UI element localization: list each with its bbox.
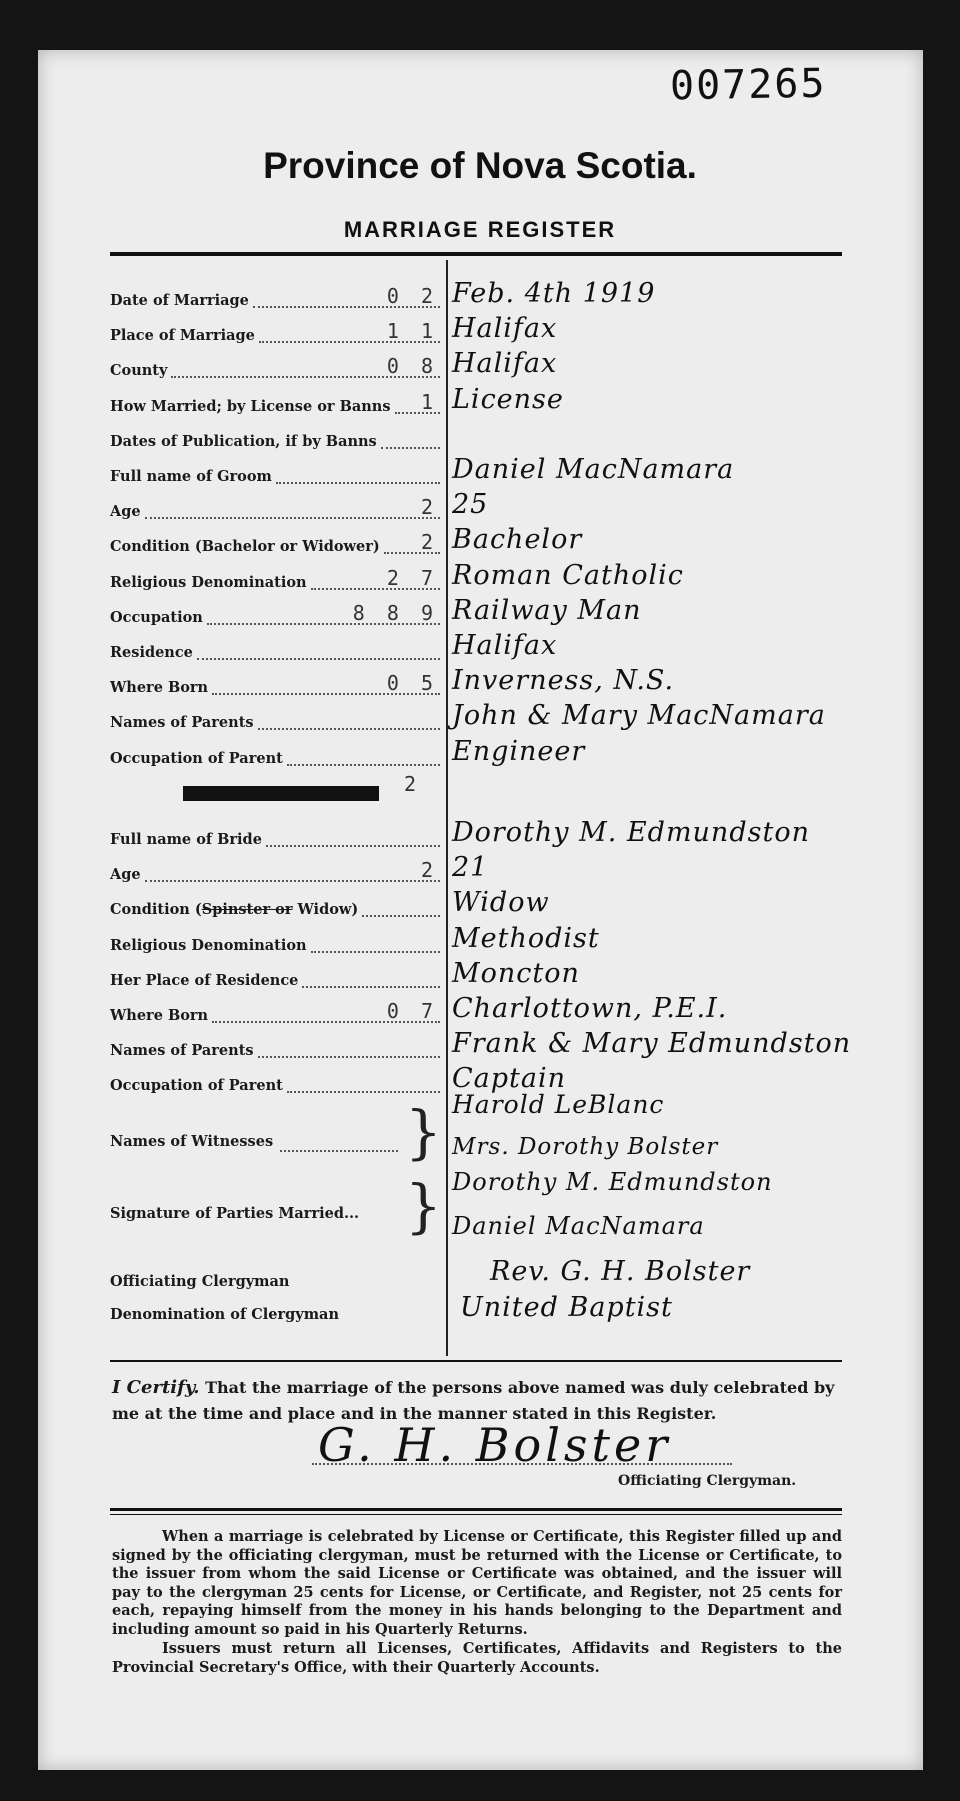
- bride-row-label-4: Her Place of Residence: [110, 971, 299, 989]
- groom-row-dots-12: [258, 728, 440, 730]
- groom-row-code-1: 1 1: [386, 319, 438, 344]
- bride-row-value-1: 21: [452, 852, 489, 884]
- groom-row-value-6: 25: [452, 489, 489, 521]
- bride-row-value-6: Frank & Mary Edmundston: [452, 1028, 852, 1060]
- bride-row-dots-3: [311, 951, 440, 953]
- groom-row-dots-10: [197, 658, 440, 660]
- bride-row-dots-2: [362, 915, 440, 917]
- witnesses-dots: [280, 1150, 398, 1152]
- bride-row-label-7: Occupation of Parent: [110, 1077, 283, 1095]
- groom-row-code-3: 1: [420, 389, 438, 414]
- groom-row-dots-5: [276, 482, 440, 484]
- groom-row-value-11: Inverness, N.S.: [452, 665, 675, 697]
- groom-row-label-5: Full name of Groom: [110, 468, 272, 485]
- bride-row-code-5: 0 7: [386, 999, 438, 1023]
- groom-row-dots-4: [381, 447, 440, 449]
- bride-row-dots-4: [302, 986, 440, 988]
- witness-2: Mrs. Dorothy Bolster: [452, 1134, 719, 1160]
- groom-row-label-4: Dates of Publication, if by Banns: [110, 432, 377, 450]
- denomination-clergyman-label: Denomination of Clergyman: [110, 1306, 339, 1323]
- groom-row-label-7: Condition (Bachelor or Widower): [110, 538, 380, 556]
- bride-row-label-5: Where Born: [110, 1007, 209, 1024]
- groom-row-dots-13: [287, 764, 440, 766]
- groom-row-code-7: 2: [420, 530, 438, 555]
- officiating-clergyman-label: Officiating Clergyman: [110, 1273, 290, 1290]
- header-rule: [110, 252, 842, 256]
- parties-brace: }: [405, 1172, 442, 1240]
- groom-row-code-0: 0 2: [386, 284, 438, 308]
- witness-1: Harold LeBlanc: [452, 1090, 665, 1119]
- bride-row-dots-6: [258, 1056, 440, 1058]
- bride-row-dots-1: [145, 880, 440, 882]
- groom-row-code-6: 2: [420, 495, 438, 520]
- groom-row-label-12: Names of Parents: [110, 714, 254, 732]
- groom-row-value-0: Feb. 4th 1919: [452, 278, 656, 309]
- notice-rule-second: [110, 1514, 842, 1515]
- certify-body: That the marriage of the persons above named was duly celebrated by me at the time and place and in the manner stated in this Register.: [112, 1378, 835, 1423]
- signature-caption: Officiating Clergyman.: [618, 1473, 797, 1489]
- bride-row-value-4: Moncton: [452, 957, 580, 989]
- bride-row-value-5: Charlottown, P.E.I.: [452, 993, 728, 1024]
- bride-row-label-pre-2: Condition (: [110, 901, 202, 919]
- bride-row-value-2: Widow: [452, 887, 550, 919]
- parties-label: Signature of Parties Married...: [110, 1205, 360, 1222]
- bride-row-label-post-2: Widow): [292, 901, 359, 919]
- groom-row-label-1: Place of Marriage: [110, 327, 255, 345]
- bride-row-label-3: Religious Denomination: [110, 936, 307, 954]
- groom-row-value-1: Halifax: [452, 313, 558, 345]
- groom-row-label-8: Religious Denomination: [110, 573, 307, 591]
- groom-row-label-11: Where Born: [110, 679, 209, 697]
- witnesses-label: Names of Witnesses: [110, 1133, 274, 1150]
- groom-row-label-10: Residence: [110, 644, 193, 661]
- witnesses-brace: }: [405, 1098, 442, 1166]
- bride-row-label-2: [110, 901, 358, 918]
- bride-row-value-7: Captain: [452, 1063, 567, 1095]
- groom-row-label-3: How Married; by License or Banns: [110, 397, 391, 415]
- certify-rule-top: [110, 1360, 842, 1362]
- return-instructions: When a marriage is celebrated by License or Certificate, this Register filled up and signed by the officiating clergyman, must be returned with the License or Certificate, to the issuer from whom the said License or Certificate was obtained, and the issuer will pay to the clergyman 25 cents for License, or Certificate, and Register, not 25 cents for each, repaying himself from the money in his hands belonging to the Department and including amount so paid in his Quarterly Returns.: [112, 1528, 842, 1638]
- groom-row-label-2: County: [110, 362, 168, 380]
- denomination-clergyman-value: United Baptist: [460, 1292, 673, 1323]
- column-divider: [446, 260, 448, 1356]
- groom-row-value-5: Daniel MacNamara: [452, 454, 735, 485]
- groom-row-value-8: Roman Catholic: [452, 559, 684, 591]
- groom-row-value-7: Bachelor: [452, 524, 583, 556]
- groom-row-value-10: Halifax: [452, 630, 558, 661]
- document-title: Province of Nova Scotia.: [263, 145, 697, 186]
- party-signature-bride: Dorothy M. Edmundston: [452, 1168, 773, 1196]
- bride-divider-code: 2: [404, 772, 422, 796]
- groom-row-value-9: Railway Man: [452, 594, 642, 626]
- groom-row-label-13: Occupation of Parent: [110, 749, 283, 767]
- officiating-clergyman-value: Rev. G. H. Bolster: [490, 1256, 751, 1287]
- signature-line: [312, 1463, 732, 1465]
- issuer-instructions: Issuers must return all Licenses, Certificates, Affidavits and Registers to the Provincial Secretary's Office, with their Quarterly Accounts.: [112, 1640, 842, 1676]
- bride-row-dots-7: [287, 1091, 440, 1093]
- groom-row-label-0: Date of Marriage: [110, 292, 249, 309]
- groom-row-label-6: Age: [110, 503, 141, 521]
- groom-row-code-2: 0 8: [386, 354, 438, 379]
- bride-row-label-struck-2: Spinster or: [201, 901, 293, 919]
- groom-row-code-9: 8 8 9: [352, 600, 438, 625]
- bride-row-label-0: Full name of Bride: [110, 831, 262, 848]
- bride-section-divider: [183, 786, 379, 801]
- groom-row-code-11: 0 5: [386, 671, 438, 696]
- document-subtitle: MARRIAGE REGISTER: [343, 217, 617, 242]
- groom-row-code-8: 2 7: [386, 565, 438, 590]
- bride-row-dots-0: [266, 845, 440, 847]
- groom-row-label-9: Occupation: [110, 608, 203, 626]
- clergyman-signature: G. H. Bolster: [318, 1418, 672, 1472]
- groom-row-dots-6: [145, 517, 440, 519]
- notice-rule-top: [110, 1508, 842, 1511]
- bride-row-value-3: Methodist: [452, 922, 600, 954]
- groom-row-value-3: License: [452, 383, 564, 415]
- party-signature-groom: Daniel MacNamara: [452, 1212, 705, 1240]
- bride-row-label-6: Names of Parents: [110, 1042, 254, 1060]
- bride-row-code-1: 2: [420, 858, 438, 883]
- groom-row-value-2: Halifax: [452, 348, 558, 380]
- groom-row-value-13: Engineer: [452, 735, 586, 767]
- register-number-stamp: 007265: [669, 60, 827, 110]
- groom-row-value-12: John & Mary MacNamara: [452, 700, 826, 732]
- certify-lead: I Certify.: [112, 1377, 200, 1398]
- bride-row-label-1: Age: [110, 866, 141, 884]
- bride-row-value-0: Dorothy M. Edmundston: [452, 817, 810, 848]
